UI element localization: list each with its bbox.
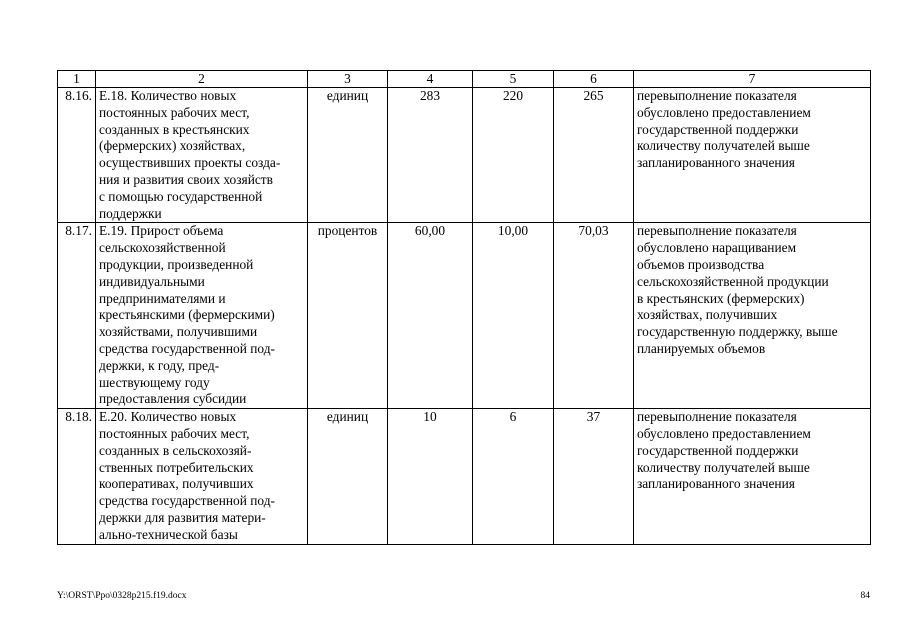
note-cell: перевыполнение показателя обусловлено наращиванием объемов производства сельскохозяйственной продукции в крестьянских (фермерских) хозяйствах, получивших государственную поддержку, выше планируемых объемов: [634, 223, 871, 409]
value-col-6: 70,03: [554, 223, 634, 409]
header-cell-5: 5: [473, 71, 554, 88]
table-row: [58, 409, 871, 544]
row-number: 8.16.: [58, 88, 96, 223]
report-table: [57, 70, 871, 545]
header-cell-3: 3: [308, 71, 388, 88]
indicator-description: Е.20. Количество новых постоянных рабочих мест, созданных в сельскохозяй- ственных потребительских кооперативах, получивших средства государственной под- держки для развития матери- ально-технической базы: [96, 409, 308, 544]
header-cell-1: 1: [58, 71, 96, 88]
unit-cell: единиц: [308, 409, 388, 544]
value-col-5: 6: [473, 409, 554, 544]
unit-cell: процентов: [308, 223, 388, 409]
value-col-5: 220: [473, 88, 554, 223]
header-cell-6: 6: [554, 71, 634, 88]
value-col-4: 283: [388, 88, 473, 223]
header-cell-2: 2: [96, 71, 308, 88]
value-col-6: 265: [554, 88, 634, 223]
header-cell-4: 4: [388, 71, 473, 88]
header-row: [58, 71, 871, 88]
header-cell-7: 7: [634, 71, 871, 88]
indicator-description: Е.18. Количество новых постоянных рабочих мест, созданных в крестьянских (фермерских) хозяйствах, осуществивших проекты созда- ния и развития своих хозяйств с помощью государственной поддержки: [96, 88, 308, 223]
table-row: [58, 223, 871, 409]
table-row: [58, 88, 871, 223]
note-cell: перевыполнение показателя обусловлено предоставлением государственной поддержки количеству получателей выше запланированного значения: [634, 88, 871, 223]
file-path-footer: Y:\ORST\Ppo\0328p215.f19.docx: [57, 591, 187, 601]
unit-cell: единиц: [308, 88, 388, 223]
page-number: 84: [860, 591, 870, 601]
row-number: 8.17.: [58, 223, 96, 409]
note-cell: перевыполнение показателя обусловлено предоставлением государственной поддержки количеству получателей выше запланированного значения: [634, 409, 871, 544]
value-col-5: 10,00: [473, 223, 554, 409]
indicator-description: Е.19. Прирост объема сельскохозяйственной продукции, произведенной индивидуальными предпринимателями и крестьянскими (фермерскими) хозяйствами, получившими средства государственной под- держки, к году, пред- шествующему году предоставления субсидии: [96, 223, 308, 409]
value-col-4: 60,00: [388, 223, 473, 409]
value-col-4: 10: [388, 409, 473, 544]
value-col-6: 37: [554, 409, 634, 544]
row-number: 8.18.: [58, 409, 96, 544]
